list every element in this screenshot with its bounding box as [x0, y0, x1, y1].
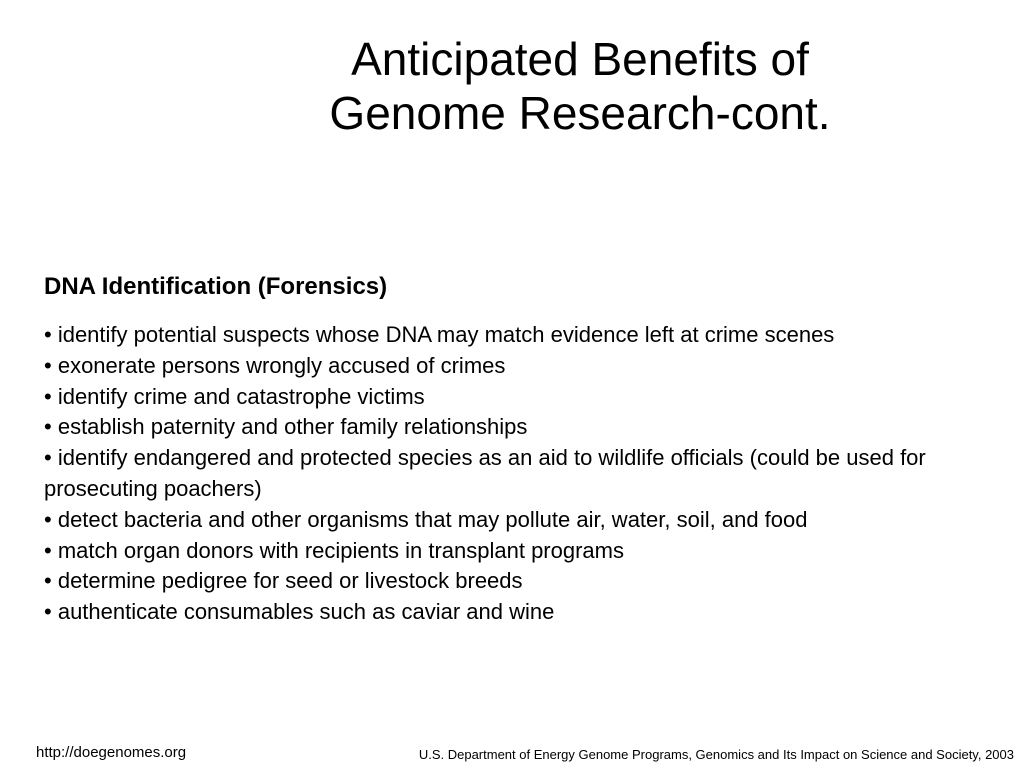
- section-heading: DNA Identification (Forensics): [44, 273, 388, 300]
- bullet-item: • exonerate persons wrongly accused of crimes: [44, 351, 984, 382]
- bullet-item: • identify potential suspects whose DNA may match evidence left at crime scenes: [44, 320, 984, 351]
- slide-title-line-2: Genome Research-cont.: [329, 87, 831, 139]
- footer-source-citation: U.S. Department of Energy Genome Programs, Genomics and Its Impact on Science and Society, 2003: [418, 747, 1014, 762]
- slide-title-line-1: Anticipated Benefits of: [351, 33, 809, 85]
- bullet-item: • match organ donors with recipients in transplant programs: [44, 536, 984, 567]
- bullet-item: • authenticate consumables such as caviar and wine: [44, 597, 984, 628]
- bullet-item: • detect bacteria and other organisms that may pollute air, water, soil, and food: [44, 505, 984, 536]
- bullet-list: [44, 320, 984, 628]
- slide-title: [240, 32, 920, 140]
- bullet-item: • identify crime and catastrophe victims: [44, 382, 984, 413]
- footer-url[interactable]: http://doegenomes.org: [36, 744, 187, 761]
- bullet-item: • establish paternity and other family relationships: [44, 412, 984, 443]
- bullet-item: • determine pedigree for seed or livestock breeds: [44, 566, 984, 597]
- bullet-item: • identify endangered and protected species as an aid to wildlife officials (could be used for prosecuting poachers): [44, 443, 984, 505]
